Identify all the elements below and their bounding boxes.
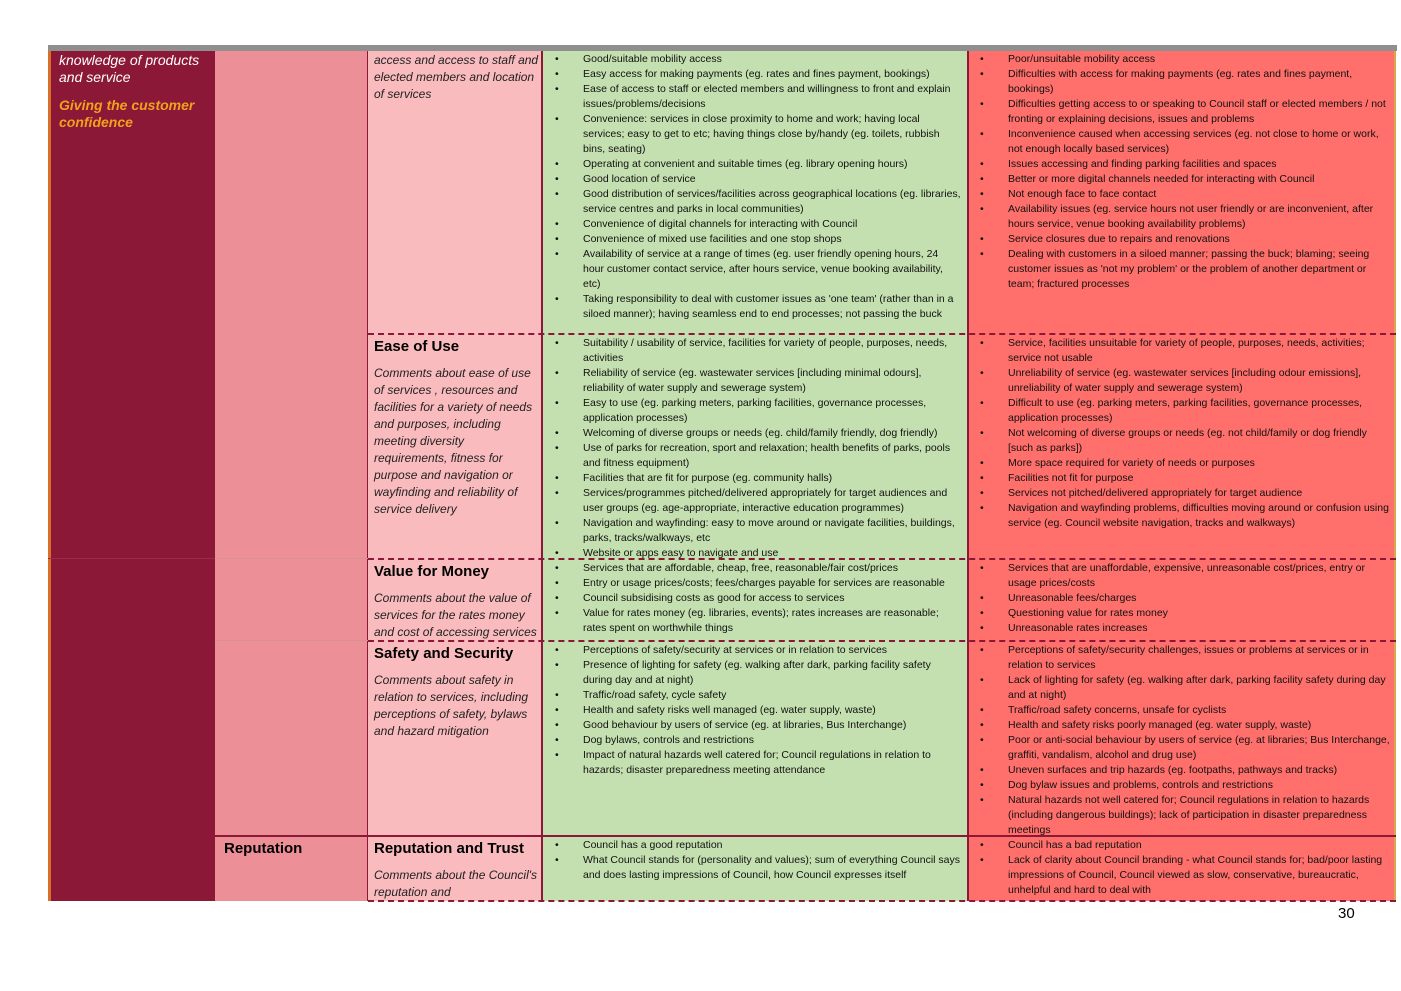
theme-description: Comments about the value of services for the rates money and cost of accessing services <box>374 591 537 639</box>
column-category <box>215 51 368 901</box>
safety-negative-list <box>977 643 1391 838</box>
list-item: • Service closures due to repairs and renovations <box>977 232 1391 247</box>
theme-description: Comments about safety in relation to services, including perceptions of safety, bylaws and hazard mitigation <box>374 673 529 738</box>
list-item: • Good location of service <box>552 172 962 187</box>
list-item: • Suitability / usability of service, facilities for variety of people, purposes, needs, activities <box>552 336 962 366</box>
list-item: • Services that are affordable, cheap, free, reasonable/fair cost/prices <box>552 561 962 576</box>
category-reputation: Reputation <box>224 840 303 857</box>
page-number: 30 <box>1338 905 1355 922</box>
list-item: • Lack of lighting for safety (eg. walking after dark, parking facility safety during day and at night) <box>977 673 1391 703</box>
list-item: • Facilities that are fit for purpose (eg. community halls) <box>552 471 962 486</box>
list-item: • Welcoming of diverse groups or needs (eg. child/family friendly, dog friendly) <box>552 426 962 441</box>
ease-positive-list <box>552 336 962 561</box>
list-item: • Difficulties with access for making payments (eg. rates and fines payment, bookings) <box>977 67 1391 97</box>
list-item: • Convenience of digital channels for interacting with Council <box>552 217 962 232</box>
list-item: • Navigation and wayfinding problems, difficulties moving around or confusion using service (eg. Council website navigation, tracks and walkways) <box>977 501 1391 531</box>
list-item: • Poor/unsuitable mobility access <box>977 52 1391 67</box>
list-item: • What Council stands for (personality and values); sum of everything Council says and does lasting impressions of Council, how Council expresses itself <box>552 853 962 883</box>
row-divider <box>215 640 368 641</box>
list-item: • Inconvenience caused when accessing services (eg. not close to home or work, not enough locally based services) <box>977 127 1391 157</box>
list-item: • Uneven surfaces and trip hazards (eg. footpaths, pathways and tracks) <box>977 763 1391 778</box>
row-divider <box>215 558 368 559</box>
list-item: • Facilities not fit for purpose <box>977 471 1391 486</box>
theme-title: Reputation and Trust <box>374 840 524 857</box>
list-item: • Convenience: services in close proximity to home and work; having local services; easy to get to etc; having things close by/handy (eg. toilets, rubbish bins, seating) <box>552 112 962 157</box>
list-item: • Navigation and wayfinding: easy to move around or navigate facilities, buildings, parks, tracks/walkways, etc <box>552 516 962 546</box>
theme-title: Value for Money <box>374 563 490 580</box>
theme-description: Comments about ease of use of services , resources and facilities for a variety of needs and purposes, including meeting diversity requirements, fitness for purpose and navigation or wayfinding and reliability of service delivery <box>374 366 533 516</box>
list-item: • Good/suitable mobility access <box>552 52 962 67</box>
value-negative-list <box>977 561 1391 636</box>
list-item: • Operating at convenient and suitable times (eg. library opening hours) <box>552 157 962 172</box>
row-divider <box>368 333 1396 335</box>
theme-title: Safety and Security <box>374 645 514 662</box>
list-item: • Lack of clarity about Council branding - what Council stands for; bad/poor lasting impressions of Council, Council viewed as slow, conservative, bureaucratic, unhelpful and hard to deal with <box>977 853 1391 898</box>
list-item: • Perceptions of safety/security at services or in relation to services <box>552 643 962 658</box>
list-item: • Poor or anti-social behaviour by users of service (eg. at libraries; Bus Interchange, graffiti, vandalism, alcohol and drug use) <box>977 733 1391 763</box>
safety-positive-list <box>552 643 962 778</box>
list-item: • Difficulties getting access to or speaking to Council staff or elected members / not fronting or explaining decisions, issues and problems <box>977 97 1391 127</box>
list-item: • Good distribution of services/facilities across geographical locations (eg. libraries, service centres and parks in local communities) <box>552 187 962 217</box>
list-item: • Availability of service at a range of times (eg. user friendly opening hours, 24 hour customer contact service, after hours service, venue booking availability, etc) <box>552 247 962 292</box>
list-item: • Dog bylaws, controls and restrictions <box>552 733 962 748</box>
list-item: • Dog bylaw issues and problems, controls and restrictions <box>977 778 1391 793</box>
list-item: • Dealing with customers in a siloed manner; passing the buck; blaming; seeing customer issues as 'not my problem' or the problem of another department or team; fractured processes <box>977 247 1391 292</box>
group-text: knowledge of products and service <box>59 52 200 85</box>
list-item: • Availability issues (eg. service hours not user friendly or are inconvenient, after hours service, venue booking availability problems) <box>977 202 1391 232</box>
list-item: • Use of parks for recreation, sport and relaxation; health benefits of parks, pools and fitness equipment) <box>552 441 962 471</box>
access-negative-list <box>977 52 1391 292</box>
list-item: • Difficult to use (eg. parking meters, parking facilities, governance processes, application processes) <box>977 396 1391 426</box>
theme-description: access and access to staff and elected members and location of services <box>374 53 539 101</box>
list-item: • Website or apps easy to navigate and use <box>552 546 962 561</box>
list-item: • Services not pitched/delivered appropriately for target audience <box>977 486 1391 501</box>
list-item: • Traffic/road safety concerns, unsafe for cyclists <box>977 703 1391 718</box>
theme-safety-security <box>374 645 540 740</box>
list-item: • Council subsidising costs as good for access to services <box>552 591 962 606</box>
row-divider <box>48 558 215 559</box>
theme-description: Comments about the Council's reputation and <box>374 868 538 899</box>
list-item: • Easy to use (eg. parking meters, parking facilities, governance processes, application processes) <box>552 396 962 426</box>
list-item: • Not enough face to face contact <box>977 187 1391 202</box>
list-item: • Council has a bad reputation <box>977 838 1391 853</box>
list-item: • Health and safety risks poorly managed (eg. water supply, waste) <box>977 718 1391 733</box>
list-item: • Issues accessing and finding parking facilities and spaces <box>977 157 1391 172</box>
list-item: • Value for rates money (eg. libraries, events); rates increases are reasonable; rates spent on worthwhile things <box>552 606 962 636</box>
list-item: • Good behaviour by users of service (eg. at libraries, Bus Interchange) <box>552 718 962 733</box>
theme-access <box>374 52 540 103</box>
list-item: • Unreasonable fees/charges <box>977 591 1391 606</box>
list-item: • Unreliability of service (eg. wastewater services [including odour emissions], unreliability of water supply and sewerage system) <box>977 366 1391 396</box>
list-item: • Questioning value for rates money <box>977 606 1391 621</box>
list-item: • Convenience of mixed use facilities and one stop shops <box>552 232 962 247</box>
list-item: • Services that are unaffordable, expensive, unreasonable cost/prices, entry or usage prices/costs <box>977 561 1391 591</box>
list-item: • More space required for variety of needs or purposes <box>977 456 1391 471</box>
list-item: • Perceptions of safety/security challenges, issues or problems at services or in relation to services <box>977 643 1391 673</box>
list-item: • Health and safety risks well managed (eg. water supply, waste) <box>552 703 962 718</box>
list-item: • Natural hazards not well catered for; Council regulations in relation to hazards (including dangerous buildings); lack of participation in disaster preparedness meetings <box>977 793 1391 838</box>
theme-ease-of-use <box>374 338 540 518</box>
reputation-positive-list <box>552 838 962 883</box>
theme-title: Ease of Use <box>374 338 460 355</box>
access-positive-list <box>552 52 962 322</box>
list-item: • Easy access for making payments (eg. rates and fines payment, bookings) <box>552 67 962 82</box>
value-positive-list <box>552 561 962 636</box>
list-item: • Services/programmes pitched/delivered appropriately for target audiences and user groups (eg. age-appropriate, interactive education programmes) <box>552 486 962 516</box>
group-accent: Giving the customer confidence <box>59 97 195 130</box>
ease-negative-list <box>977 336 1391 531</box>
list-item: • Entry or usage prices/costs; fees/charges payable for services are reasonable <box>552 576 962 591</box>
reputation-negative-list <box>977 838 1391 898</box>
list-item: • Reliability of service (eg. wastewater services [including minimal odours], reliability of water supply and sewerage system) <box>552 366 962 396</box>
list-item: • Impact of natural hazards well catered for; Council regulations in relation to hazards; disaster preparedness meeting attendance <box>552 748 962 778</box>
list-item: • Traffic/road safety, cycle safety <box>552 688 962 703</box>
list-item: • Taking responsibility to deal with customer issues as 'one team' (rather than in a siloed manner); having seamless end to end processes; not passing the buck <box>552 292 962 322</box>
list-item: • Better or more digital channels needed for interacting with Council <box>977 172 1391 187</box>
column-category-group <box>48 51 215 901</box>
theme-reputation-trust <box>374 840 540 901</box>
list-item: • Ease of access to staff or elected members and willingness to front and explain issues/problems/decisions <box>552 82 962 112</box>
list-item: • Council has a good reputation <box>552 838 962 853</box>
theme-value-for-money <box>374 563 540 641</box>
list-item: • Unreasonable rates increases <box>977 621 1391 636</box>
list-item: • Service, facilities unsuitable for variety of people, purposes, needs, activities; service not usable <box>977 336 1391 366</box>
list-item: • Presence of lighting for safety (eg. walking after dark, parking facility safety during day and at night) <box>552 658 962 688</box>
list-item: • Not welcoming of diverse groups or needs (eg. not child/family or dog friendly [such as parks]) <box>977 426 1391 456</box>
